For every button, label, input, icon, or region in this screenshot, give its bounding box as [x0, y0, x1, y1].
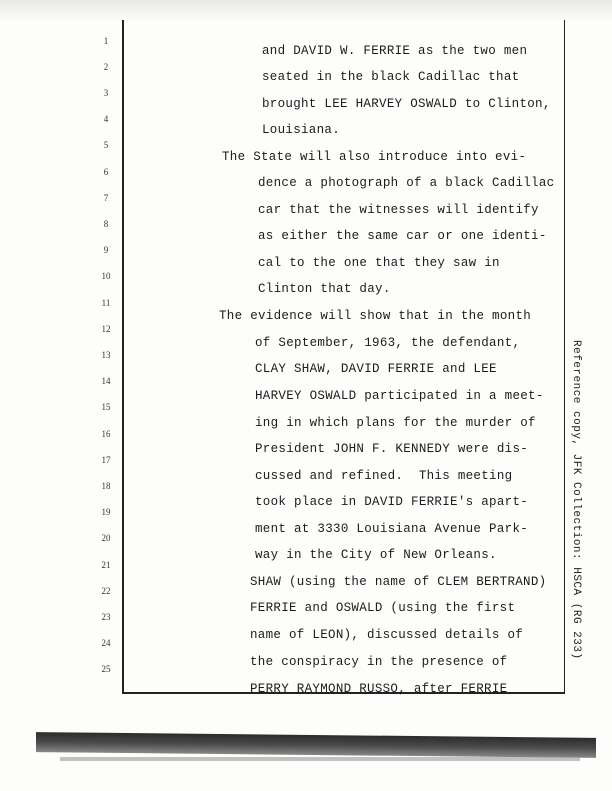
transcript-line: name of LEON), discussed details of [250, 628, 524, 642]
transcript-line: and DAVID W. FERRIE as the two men [262, 44, 528, 58]
transcript-line: Louisiana. [262, 123, 341, 137]
line-number: 19 [101, 507, 111, 517]
line-number: 13 [101, 350, 111, 360]
transcript-line: PERRY RAYMOND RUSSO, after FERRIE [250, 682, 508, 696]
transcript-line: the conspiracy in the presence of [250, 655, 508, 669]
line-number: 17 [101, 455, 111, 465]
line-number: 15 [101, 402, 111, 412]
transcript-line: seated in the black Cadillac that [262, 70, 520, 84]
scan-bottom-artifact-line [60, 757, 580, 761]
transcript-line: President JOHN F. KENNEDY were dis- [255, 442, 529, 456]
scan-bottom-artifact [36, 732, 596, 758]
line-number: 6 [103, 167, 109, 177]
line-number: 23 [101, 612, 111, 622]
transcript-line: HARVEY OSWALD participated in a meet- [255, 389, 544, 403]
scan-top-noise [0, 0, 612, 22]
line-number: 16 [101, 429, 111, 439]
transcript-line: cussed and refined. This meeting [255, 469, 513, 483]
line-number: 5 [103, 140, 109, 150]
line-number: 24 [101, 638, 111, 648]
line-number: 18 [101, 481, 111, 491]
line-number: 1 [103, 36, 109, 46]
transcript-line: brought LEE HARVEY OSWALD to Clinton, [262, 97, 551, 111]
line-number: 2 [103, 62, 109, 72]
transcript-line: Clinton that day. [258, 282, 391, 296]
transcript-line: took place in DAVID FERRIE's apart- [255, 495, 529, 509]
transcript-line: as either the same car or one identi- [258, 229, 547, 243]
line-number: 10 [101, 271, 111, 281]
transcript-line: FERRIE and OSWALD (using the first [250, 601, 516, 615]
line-number: 12 [101, 324, 111, 334]
transcript-line: SHAW (using the name of CLEM BERTRAND) [250, 575, 547, 589]
line-number: 20 [101, 533, 111, 543]
transcript-line: ment at 3330 Louisiana Avenue Park- [255, 522, 529, 536]
line-number: 8 [103, 219, 109, 229]
transcript-line: cal to the one that they saw in [258, 256, 500, 270]
line-number: 3 [103, 88, 109, 98]
transcript-line: The evidence will show that in the month [219, 309, 532, 323]
transcript-line: car that the witnesses will identify [258, 203, 539, 217]
line-number: 14 [101, 376, 111, 386]
archive-margin-note: Reference copy, JFK Collection: HSCA (RG 233) [570, 340, 582, 660]
transcript-line: way in the City of New Orleans. [255, 548, 497, 562]
page-frame [122, 20, 565, 694]
line-number: 7 [103, 193, 109, 203]
line-number: 11 [101, 298, 111, 308]
line-number: 21 [101, 560, 111, 570]
line-number: 4 [103, 114, 109, 124]
line-number: 9 [103, 245, 109, 255]
line-number: 22 [101, 586, 111, 596]
transcript-line: ing in which plans for the murder of [255, 416, 536, 430]
transcript-line: of September, 1963, the defendant, [255, 336, 521, 350]
line-number: 25 [101, 664, 111, 674]
transcript-line: dence a photograph of a black Cadillac [258, 176, 555, 190]
transcript-line: The State will also introduce into evi- [222, 150, 527, 164]
transcript-line: CLAY SHAW, DAVID FERRIE and LEE [255, 362, 497, 376]
